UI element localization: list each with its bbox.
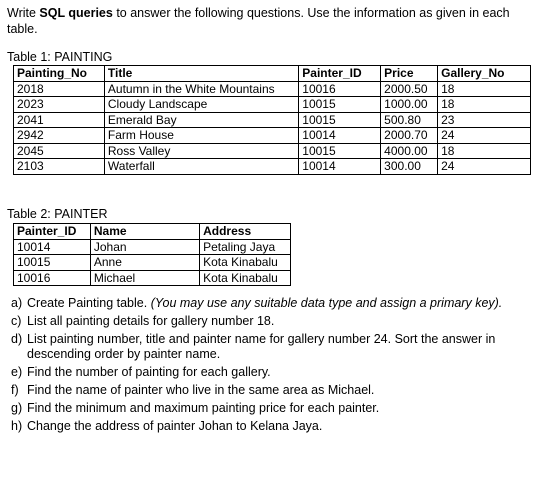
table-cell: 10016 — [14, 270, 91, 286]
question-item — [11, 296, 529, 311]
table-cell: 10015 — [299, 97, 381, 113]
table-cell: Anne — [90, 255, 199, 271]
question-item — [11, 365, 529, 380]
question-label: f) — [11, 383, 19, 397]
table-cell: Johan — [90, 239, 199, 255]
table-cell: Ross Valley — [104, 143, 298, 159]
table-cell: 10015 — [299, 143, 381, 159]
question-list — [11, 296, 529, 437]
table-cell: 500.80 — [381, 112, 438, 128]
painter-table — [13, 223, 291, 286]
table-row — [14, 255, 291, 271]
table-cell: 2041 — [14, 112, 105, 128]
question-item — [11, 314, 529, 329]
table-row — [14, 97, 531, 113]
question-text: Create Painting table. — [27, 296, 151, 310]
table-cell: 4000.00 — [381, 143, 438, 159]
table-cell: 10014 — [299, 159, 381, 175]
table-cell: 18 — [438, 143, 531, 159]
table-cell: 2103 — [14, 159, 105, 175]
table-cell: 10015 — [14, 255, 91, 271]
table-row — [14, 81, 531, 97]
column-header: Name — [90, 224, 199, 240]
question-item — [11, 332, 529, 362]
table-row — [14, 159, 531, 175]
instructions-prefix: Write — [7, 6, 40, 20]
table-row — [14, 239, 291, 255]
column-header: Painter_ID — [299, 66, 381, 82]
column-header: Gallery_No — [438, 66, 531, 82]
question-label: c) — [11, 314, 22, 328]
painting-table-caption: Table 1: PAINTING — [7, 50, 113, 64]
table-row — [14, 270, 291, 286]
painter-table-header-row — [14, 224, 291, 240]
table-cell: 2000.50 — [381, 81, 438, 97]
table-cell: Autumn in the White Mountains — [104, 81, 298, 97]
question-note: (You may use any suitable data type and assign a primary key). — [150, 296, 503, 310]
instructions-paragraph — [7, 5, 529, 37]
table-cell: Waterfall — [104, 159, 298, 175]
table-cell: 24 — [438, 128, 531, 144]
question-item — [11, 419, 529, 434]
table-cell: Cloudy Landscape — [104, 97, 298, 113]
table-cell: Michael — [90, 270, 199, 286]
table-row — [14, 143, 531, 159]
table-cell: 2045 — [14, 143, 105, 159]
question-item — [11, 401, 529, 416]
question-text: Change the address of painter Johan to Kelana Jaya. — [27, 419, 323, 433]
table-cell: 10016 — [299, 81, 381, 97]
question-item — [11, 383, 529, 398]
question-label: d) — [11, 332, 23, 346]
column-header: Painter_ID — [14, 224, 91, 240]
table-cell: 2000.70 — [381, 128, 438, 144]
table-cell: Kota Kinabalu — [200, 255, 291, 271]
question-label: g) — [11, 401, 23, 415]
table-cell: 10014 — [14, 239, 91, 255]
column-header: Painting_No — [14, 66, 105, 82]
instructions-suffix: to answer the following questions. Use the information as given in each table. — [7, 6, 510, 36]
table-cell: Farm House — [104, 128, 298, 144]
table-cell: 10015 — [299, 112, 381, 128]
question-text: List painting number, title and painter name for gallery number 24. Sort the answer in descending order by painter name. — [27, 332, 496, 361]
column-header: Address — [200, 224, 291, 240]
question-text: Find the number of painting for each gallery. — [27, 365, 271, 379]
table-cell: Emerald Bay — [104, 112, 298, 128]
question-text: List all painting details for gallery number 18. — [27, 314, 275, 328]
table-cell: Kota Kinabalu — [200, 270, 291, 286]
table-cell: 1000.00 — [381, 97, 438, 113]
table-cell: 18 — [438, 81, 531, 97]
column-header: Title — [104, 66, 298, 82]
painter-table-caption: Table 2: PAINTER — [7, 207, 108, 221]
table-cell: Petaling Jaya — [200, 239, 291, 255]
question-label: e) — [11, 365, 23, 379]
painting-table — [13, 65, 531, 175]
column-header: Price — [381, 66, 438, 82]
table-cell: 24 — [438, 159, 531, 175]
table-row — [14, 112, 531, 128]
table-cell: 2942 — [14, 128, 105, 144]
question-text: Find the name of painter who live in the same area as Michael. — [27, 383, 375, 397]
question-text: Find the minimum and maximum painting price for each painter. — [27, 401, 380, 415]
table-cell: 18 — [438, 97, 531, 113]
table-cell: 2023 — [14, 97, 105, 113]
table-cell: 23 — [438, 112, 531, 128]
table-cell: 10014 — [299, 128, 381, 144]
table-row — [14, 128, 531, 144]
table-cell: 300.00 — [381, 159, 438, 175]
question-label: a) — [11, 296, 23, 310]
question-label: h) — [11, 419, 23, 433]
table-cell: 2018 — [14, 81, 105, 97]
instructions-bold-term: SQL queries — [39, 6, 113, 20]
painting-table-header-row — [14, 66, 531, 82]
